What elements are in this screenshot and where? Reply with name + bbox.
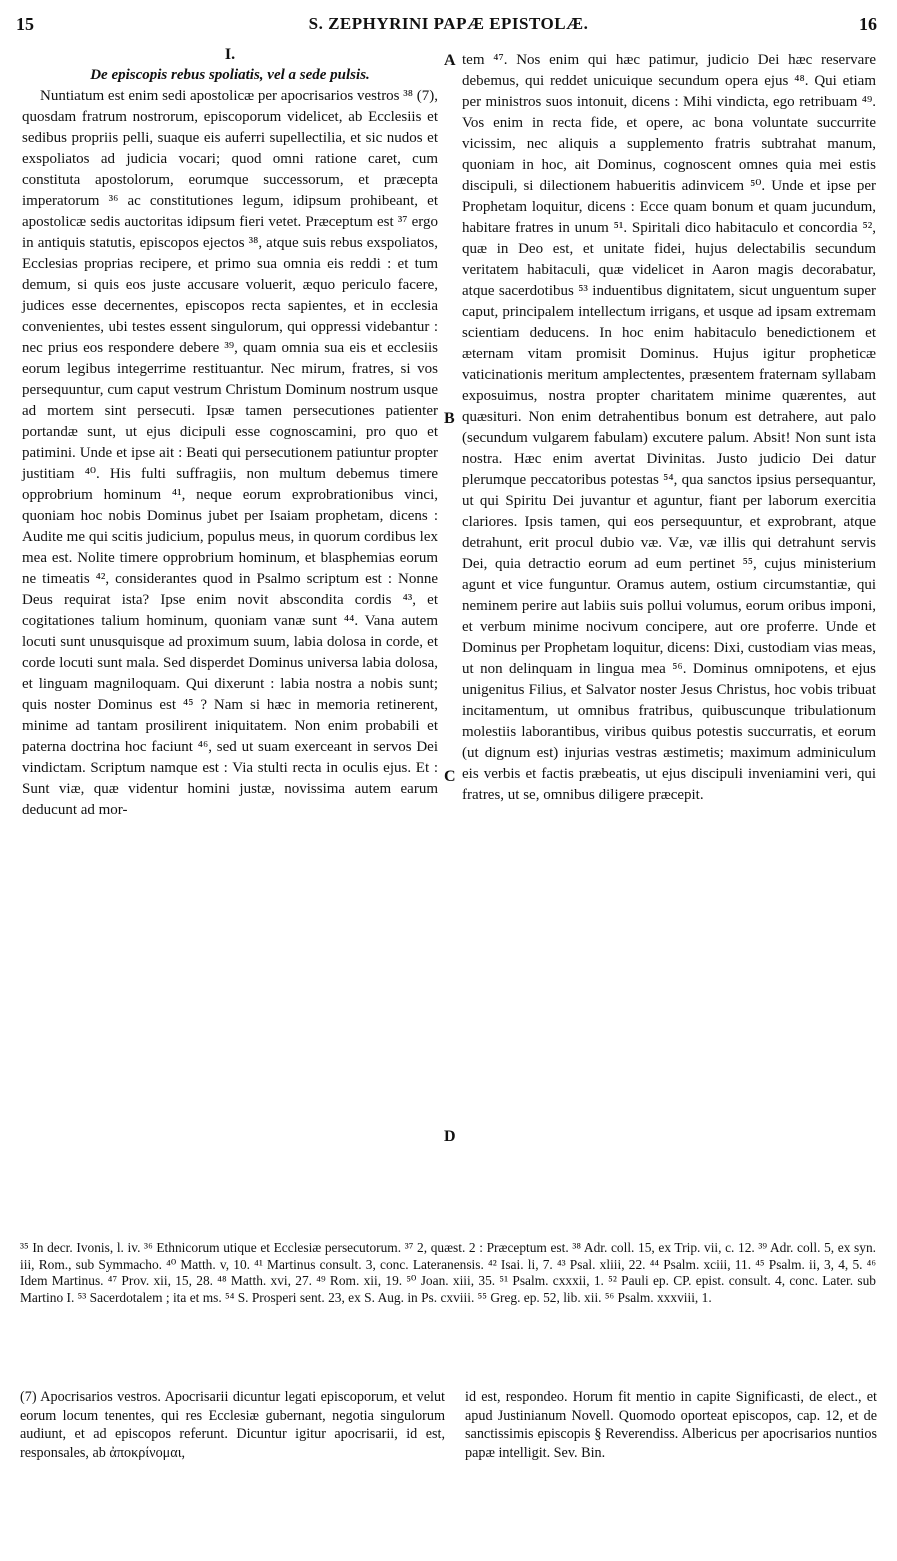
margin-letter-d: D <box>444 1128 456 1145</box>
page-number-left: 15 <box>16 14 34 34</box>
left-column <box>22 44 438 821</box>
right-column-text: tem ⁴⁷. Nos enim qui hæc patimur, judicio Dei hæc reservare debemus, qui reddet unicuique secundum opera ejus ⁴⁸. Qui etiam per ministros suos intonuit, dicens : Mihi vindicta, ego retribuam ⁴⁹. Vos enim in recta fide, et opere, ac bona voluntate succurrite vicissim, nec aliquis a supplemento fratris subtrahat manum, quoniam in hoc, ait Dominus, cognoscent omnes quia mei estis discipuli, si dilectionem habueritis adinvicem ⁵⁰. Unde et ipse per Prophetam loquitur, dicens : Ecce quam bonum et quam jucundum, habitare fratres in unum ⁵¹. Spiritali dico habitaculo et concordia ⁵², quæ in Deo est, et unitate fidei, hujus delectabilis secundum veritatem habitaculi, quæ videlicet in Aaron magis decorabatur, atque sacerdotibus ⁵³ induentibus dignitatem, sicut unguentum super caput, principalem intellectum irrigans, et usque ad ipsam extremam scientiam deducens. In hoc enim habitaculo benedictionem et æternam vitam promisit Dominus. Hujus igitur propheticæ vaticinationis meritum amplectentes, præsentem fraternam syllabam exposuimus, nostra propter charitatem minime quærentes, aut quæsituri. Non enim detrahentibus bonum est detrahere, aut palo (secundum vulgarem fabulam) excutere palum. Absit! Non sunt ista nostra. Hæc enim avertat Divinitas. Justo judicio Dei datur plerumque peccatoribus potestas ⁵⁴, qua sanctos ipsius persequantur, ut qui Spiritu Dei juvantur et aguntur, fiant per laborum exercitia clariores. Ipsis tamen, qui eos persequuntur, et exprobrant, atque detrahunt, erit procul dubio væ. Væ, væ illis qui detrahunt servis Dei, quia detractio eorum ad eum pertinet ⁵⁵, cujus ministerium agunt et vice funguntur. Oramus autem, ostium circumstantiæ, qui neminem perire aut labiis suis pollui volumus, eorum oribus imponi, et verbum minime nocivum concipere, aut ore proferre. Unde et Dominus per Prophetam loquitur, dicens: Dixi, custodiam vias meas, ut non delinquam in lingua mea ⁵⁶. Dominus omnipotens, et ejus unigenitus Filius, et Salvator noster Jesus Christus, hoc vobis tribuat incitamentum, ut omnibus fratribus, quibuscunque tribulationum molestiis laborantibus, viribus quibus potestis succurratis, et eorum (ut dignum est) injurias vestras æstimetis; maximum adminiculum eis verbis et factis præbeatis, ut ejus discipuli inveniamini veri, qui fratres, ut se, omnibus diligere præcepit. <box>462 52 876 803</box>
section-number: I. <box>224 46 236 63</box>
footnotes <box>20 1240 876 1306</box>
bottom-note-right <box>465 1388 877 1462</box>
running-title: S. ZEPHYRINI PAPÆ EPISTOLÆ. <box>308 14 589 33</box>
section-title: De episcopis rebus spoliatis, vel a sede pulsis. <box>90 67 370 83</box>
margin-letter-c: C <box>444 768 456 785</box>
running-header <box>0 14 897 44</box>
page-number-right: 16 <box>859 14 877 34</box>
footnotes-text: ³⁵ In decr. Ivonis, l. iv. ³⁶ Ethnicorum utique et Ecclesiæ persecutorum. ³⁷ 2, quæst. 2 : Præceptum est. ³⁸ Adr. coll. 15, ex Trip. vii, c. 12. ³⁹ Adr. coll. 5, ex syn. iii, Rom., sub Symmacho. ⁴⁰ Matth. v, 10. ⁴¹ Martinus consult. 3, conc. Lateranensis. ⁴² Isai. li, 7. ⁴³ Psal. xliii, 22. ⁴⁴ Psalm. xciii, 11. ⁴⁵ Psalm. ii, 3, 4, 5. ⁴⁶ Idem Martinus. ⁴⁷ Prov. xii, 15, 28. ⁴⁸ Matth. xvi, 27. ⁴⁹ Rom. xii, 19. ⁵⁰ Joan. xiii, 35. ⁵¹ Psalm. cxxxii, 1. ⁵² Pauli ep. CP. epist. consult. 4, conc. Later. sub Martino I. ⁵³ Sacerdotalem ; ita et ms. ⁵⁴ S. Prosperi sent. 23, ex S. Aug. in Ps. cxviii. ⁵⁵ Greg. ep. 52, lib. xii. ⁵⁶ Psalm. xxxviii, 1. <box>20 1240 876 1305</box>
right-column <box>462 50 876 806</box>
left-column-text: Nuntiatum est enim sedi apostolicæ per apocrisarios vestros ³⁸ (7), quosdam fratrum nostrorum, episcoporum videlicet, ab Ecclesiis et sedibus propriis pelli, suaque eis auferri supellectilia, et sic nudos et exspoliatos ad judicia vocari; quod omni ratione caret, cum constituta apostolorum, eorumque successorum, et præcepta imperatorum ³⁶ ac constitutiones legum, idipsum prohibeant, et apostolicæ sedis auctoritas idipsum fieri vetet. Præceptum est ³⁷ ergo in antiquis statutis, episcopos ejectos ³⁸, atque suis rebus exspoliatos, Ecclesias proprias recipere, et primo sua omnia eis reddi : et tum demum, si quis eos juste accusare voluerit, æquo periculo facere, judices esse decernentes, episcopos recta sapientes, et in ecclesia convenientes, ubi testes essent singulorum, qui oppressi videbantur : nec prius eos respondere debere ³⁹, quam omnia sua eis et ecclesiis eorum legibus integerrime restituantur. Nec mirum, fratres, si vos persequuntur, cum caput vestrum Christum Dominum nostrum usque ad mortem sint persecuti. Ipsæ tamen persecutiones patienter portandæ sunt, ut ejus dicipuli esse cognoscamini, pro quo et patimini. Unde et ipse ait : Beati qui persecutionem patiuntur propter justitiam ⁴⁰. His fulti suffragiis, non multum debemus timere opprobrium hominum ⁴¹, neque eorum exprobrationibus vinci, quoniam hoc nobis Dominus jubet per Isaiam prophetam, dicens : Audite me qui scitis judicium, populus meus, in quorum cordibus lex mea est. Nolite timere opprobrium hominum, et blasphemias eorum ne timeatis ⁴², considerantes quod in Psalmo scriptum est : Nonne Deus requirat ista? Ipse enim novit abscondita cordis ⁴³, et cogitationes talium hominum, quoniam vanæ sunt ⁴⁴. Vana autem locuti sunt unusquisque ad proximum suum, labia dolosa in corde, et corde locuti sunt mala. Sed disperdet Dominus universa labia dolosa, et linguam magniloquam. Qui dixerunt : labia nostra a nobis sunt; quis noster Dominus est ⁴⁵ ? Nam si hæc in memoria retinerent, minime ad tantam prosilirent iniquitatem. Non enim probabili et paterna doctrina hoc faciunt ⁴⁶, sed ut suam exerceant in servos Dei vindictam. Scriptum namque est : Via stulti recta in oculis ejus. Et : Sunt viæ, quæ videntur homini justæ, novissima autem earum deducunt ad mor- <box>22 88 438 818</box>
margin-letter-a: A <box>444 52 456 69</box>
bottom-note-left-text: (7) Apocrisarios vestros. Apocrisarii dicuntur legati episcoporum, et velut eorum locum tenentes, qui res Ecclesiæ gubernant, negotia singulorum audiunt, et ad episcopos referunt. Dicuntur igitur apocrisarii, id est, responsales, ab ἀποκρίνομαι, <box>20 1389 445 1461</box>
bottom-note-left <box>20 1388 445 1462</box>
margin-letter-b: B <box>444 410 455 427</box>
bottom-note-right-text: id est, respondeo. Horum fit mentio in capite Significasti, de elect., et apud Justinianum Novell. Quomodo oporteat episcopos, cap. 12, et de sanctissimis episcopis § Reverendiss. Albericus per apocrisarios nuntios papæ intelligit. Sev. Bin. <box>465 1389 877 1461</box>
